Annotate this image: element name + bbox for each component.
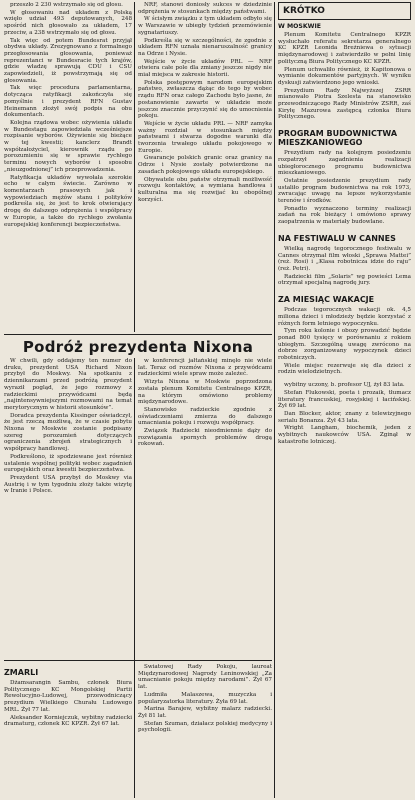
- paragraph: W głosowaniu nad układem z Polską wzięło udział 493 deputowanych, 248 spośród nich głosowało za układem, 17 przeciw, a 238 wstrzymało się od głosu.: [4, 9, 132, 36]
- paragraph: Plenum Komitetu Centralnego KPZR wysłuchało referatu sekretarza generalnego KC KPZR Leonida Breżniewa o sytuacji międzynarodowej i zatwierdziło w pełni linię polityczną Biura Politycznego KC KPZR.: [278, 32, 411, 65]
- paragraph: Ostatnie posiedzenie prezydium rady ustaliło program budownictwa na rok 1973, zwracając uwagę na lepsze wykorzystanie terenów i środków.: [278, 177, 411, 205]
- paragraph: Podkreśla się w szczególności, że zgodnie z układem RFN uznała nienaruszalność granicy na Odrze i Nysie.: [138, 37, 272, 57]
- article-treaty: [138, 2, 272, 332]
- paragraph: Wizyta Nixona w Moskwie poprzedzona została plenum Komitetu Centralnego KPZR, na którym omówiono problemy międzynarodowe.: [138, 379, 272, 406]
- paragraph: w konferencji jałtańskiej minęło nie wiele lat. Teraz od rozmów Nixona z przywódcami radzieckimi wiele spraw może zależeć.: [138, 358, 272, 378]
- section-rule: [4, 660, 272, 661]
- paragraph: wybitny uczony, b. profesor UJ, żył 83 lata.: [284, 382, 405, 389]
- news-column-right: [278, 2, 411, 798]
- obituary-continued: [278, 382, 411, 445]
- paragraph: Gwarancje polskich granic oraz granicy na Odrze i Nysie zostały potwierdzone na zasadach pokojowego układu europejskiego.: [138, 155, 272, 175]
- paragraph: Prezydium rady na kolejnym posiedzeniu rozpatrzył zagadnienia realizacji ubiegłorocznego programu budownictwa mieszkaniowego.: [278, 150, 411, 177]
- paragraph: Wielką nagrodę tegorocznego festiwalu w Cannes otrzymał film włoski „Sprawa Mattei” (reż. Rosi) i „Klasa robotnicza idzie do raju” (reż. Petri).: [278, 245, 411, 272]
- article-ratification: [4, 2, 132, 332]
- section-title-wakacje: ZA MIESIĄC WAKACJE: [278, 295, 375, 305]
- paragraph: Podczas tegorocznych wakacji ok. 4,5 miliona dzieci i młodzieży będzie korzystać z różnych form letniego wypoczynku.: [278, 307, 411, 327]
- paragraph: Kolejna rządowa wobec ożywienia układu w Bundestagu zapowiedziała wcześniejsze rozpisanie wyborów. Ożywienie się bieżące w tej kwestii; kanclerz Brandt współzałożyciel, kierownik rządu po porozumieniu się w sprawie rychłego terminu nowych wyborów i sposobu „nieuzgodnionej” ich przeprowadzenia.: [4, 119, 132, 173]
- paragraph: Wejście w życie układów PRL — NRF otwiera całe pole dla zmiany jeszcze nigdy nie miał miejsca w zakresie historii.: [138, 58, 272, 79]
- paragraph: Stefan Flukowski, poeta i prozaik, tłumacz literatury francuskiej, rosyjskiej i łacińskiej. Żył 69 lat.: [278, 389, 411, 410]
- obituary-mid: [138, 664, 272, 798]
- paragraph: przeszło 2 230 wstrzymało się od głosu.: [10, 2, 123, 8]
- paragraph: Dżamsarangin Sambu, członek Biura Politycznego KC Mongolskiej Partii Rewolucyjno-Ludowej, przewodniczący prezydium Wielkiego Churału Ludowego MRL. Żył 77 lat.: [4, 680, 132, 713]
- paragraph: Aleksander Korniejczuk, wybitny radziecki dramaturg, członek KC KPZR. Żył 67 lat.: [4, 714, 132, 728]
- paragraph: Polska postępowym narodom europejskim państwo, zwłaszcza dążąc do tego by wobec rządu RFN oraz całego Zachodu było jasne, że postanowienie zawarte w układzie może jeszcze znacznie przyczynić się do umocnienia pokoju.: [138, 79, 272, 120]
- paragraph: Tak więc od potem Bundesrat przyjął obydwa układy. Zrezygnowano z formalnego przegłosowania głosowania, ponieważ reprezentanci w Bundesracie tych krajów, gdzie władzę sprawują CDU i CSU zapowiedzieli, iż powstrzymają się od głosowania.: [4, 37, 132, 84]
- paragraph: Ponadto wyznaczono terminy realizacji zadań na rok bieżący i omówiono sprawy zaopatrzenia w materiały budowlane.: [278, 205, 411, 226]
- section-title-zmarli: ZMARLI: [4, 668, 39, 677]
- paragraph: Stanowisko radzieckie zgodnie z oświadczeniami zmierza do dalszego umacniania pokoju i rozwoju współpracy.: [138, 406, 272, 427]
- section-title-krotko: KRÓTKO: [278, 2, 411, 20]
- paragraph: W chwili, gdy oddajemy ten numer do druku, prezydent USA Richard Nixon przybył do Moskwy. Na spotkaniu z dziennikarzami przed podróżą prezydent wyraził pogląd, że jego rozmowy z radzieckimi przywódcami będą „najintensywniejszymi rozmowami na temat merytorycznym w historii stosunków”.: [4, 358, 132, 411]
- paragraph: Obywatele obu państw otrzymali możliwość rozwoju kontaktów, a wymiana handlowa i kulturalna ma się rozwijać ku obopólnej korzyści.: [138, 176, 272, 203]
- paragraph: Dan Blocker, aktor, znany z telewizyjnego serialu Bonanza. Żył 43 lata.: [278, 410, 411, 424]
- section-title-cannes: NA FESTIWALU W CANNES: [278, 233, 396, 243]
- article-nixon-left: [4, 358, 132, 658]
- section-title-program: PROGRAM BUDOWNICTWA MIESZKANIOWEGO: [278, 129, 398, 148]
- column-divider: [134, 2, 135, 332]
- paragraph: W ścisłym związku z tym układem odbyło się w Warszawie w ubiegły tydzień przemówienie sygnatariuszy.: [138, 16, 272, 36]
- paragraph: Radziecki film „Solaris” wg powieści Lema otrzymał specjalną nagrodę jury.: [278, 273, 411, 287]
- paragraph: Związek Radziecki nieodmiennie dąży do rozwiązania spornych problemów drogą rokowań.: [138, 428, 272, 448]
- section-title-moskwa: W MOSKWIE: [278, 23, 322, 30]
- column-divider: [274, 2, 275, 798]
- article-nixon-mid: [138, 358, 272, 658]
- headline-nixon: Podróż prezydenta Nixona: [22, 338, 254, 356]
- paragraph: Prezydent USA przybył do Moskwy via Austrię i w tym tygodniu złoży także wizytę w Iranie i Polsce.: [4, 474, 132, 495]
- paragraph: Tym roku kolonie i obozy prowadzić będzie ponad 800 tysięcy w porównaniu z rokiem ubiegłym. Szczególną uwagę zwrócono na dobrze zorganizowany wypoczynek dzieci robotniczych.: [278, 328, 411, 362]
- headline-rule: [4, 334, 272, 335]
- obituary-left: [4, 664, 132, 798]
- paragraph: NRF, stanowi doniosły sukces w dziedzinie odprężenia w stosunkach między państwami.: [138, 2, 272, 15]
- paragraph: Wiele miejsc rezerwuje się dla dzieci z rodzin wielodzietnych.: [278, 362, 411, 376]
- paragraph: Wright Langham, biochemik, jeden z wybitnych naukowców USA. Zginął w katastrofie lotniczej.: [278, 425, 411, 445]
- column-divider: [134, 358, 135, 798]
- paragraph: Stefan Szuman, działacz polskiej medycyny i psychologii.: [138, 720, 272, 734]
- paragraph: Światowej Rady Pokoju, laureat Międzynarodowej Nagrody Leninowskiej „Za umacnianie pokoju między narodami”. Żył 67 lat.: [138, 664, 272, 691]
- paragraph: Ratyfikacja układów wywołała szerokie echo w całym świecie. Zarówno w komentarzach prasowych jak i wypowiedziach mężów stanu i polityków podkreśla się, że jest to krok otwierający drogę do dalszego odprężenia i współpracy w Europie, a także do rychłego zwołania europejskiej konferencji bezpieczeństwa.: [4, 174, 132, 228]
- paragraph: Marina Barajew, wybitny malarz radziecki. Żył 81 lat.: [138, 706, 272, 719]
- paragraph: Prezydium Rady Najwyższej ZSRR mianowało Piotra Szelesta na stanowisko przewodniczącego Rady Ministrów ZSRR, zaś Kiryłę Mazurowa zastępcą członka Biura Politycznego.: [278, 87, 411, 121]
- paragraph: Wejście w życie układu PRL — NRF zamyka ważny rozdział w stosunkach między państwami i stwarza dogodne warunki dla tworzenia trwałego układu pokojowego w Europie.: [138, 120, 272, 154]
- paragraph: Plenum uchwaliło również, iż Kapitonowa o wymianie dokumentów partyjnych. W wyniku dyskusji zatwierdzono jego wnioski.: [278, 66, 411, 86]
- paragraph: Doradca prezydenta Kissinger oświadczył, że jest rzeczą możliwą, że w czasie pobytu Nixona w Moskwie zostanie podpisany szereg porozumień dotyczących ograniczenia zbrojeń strategicznych i współpracy handlowej.: [4, 412, 132, 453]
- paragraph: Podkreślono, iż spodziewane jest również ustalenie wspólnej polityki wobec zagadnień europejskich oraz kwestii bezpieczeństwa.: [4, 453, 132, 474]
- paragraph: Ludmiła Malaszewa, muzyczka i popularyzatorka literatury. Żyła 69 lat.: [138, 691, 272, 705]
- paragraph: Tak więc procedura parlamentarna, dotycząca ratyfikacji zakończyła się pomyślnie i prezydent RFN Gustav Heinemann złożył swój podpis na obu dokumentach.: [4, 85, 132, 119]
